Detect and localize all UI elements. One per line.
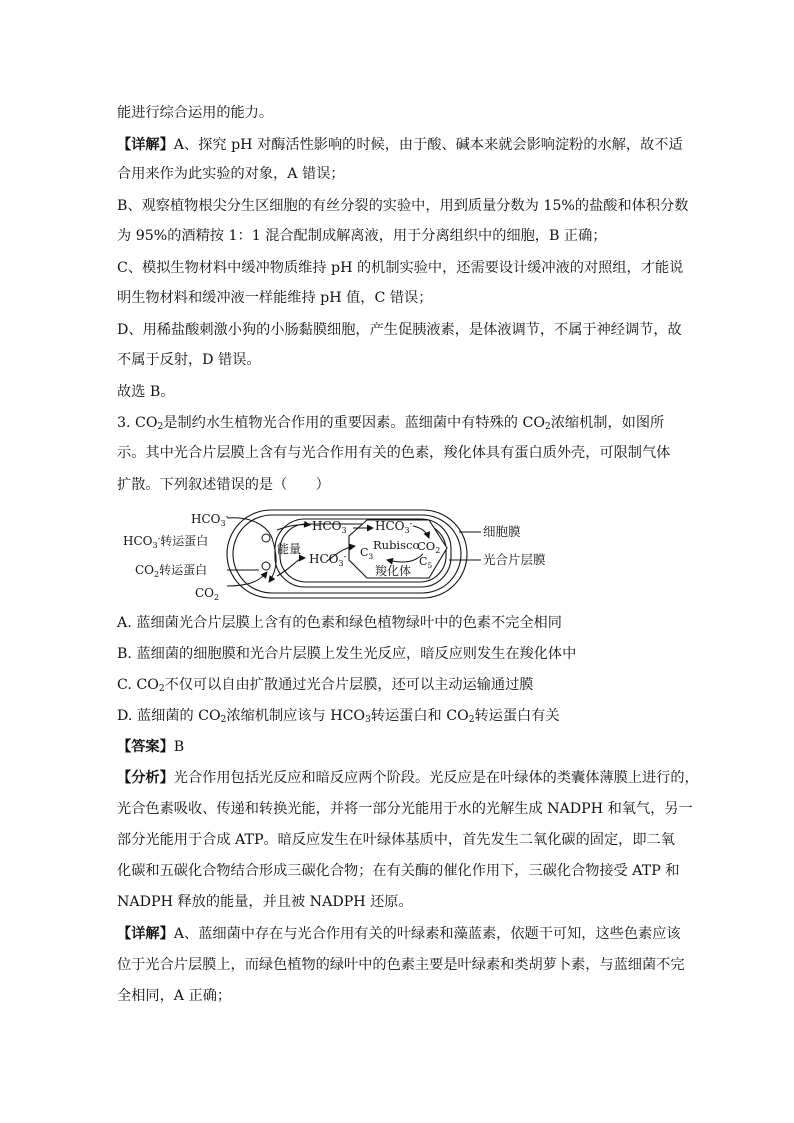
label-c3: $C_3$: [360, 546, 374, 561]
subscript: 2: [468, 715, 475, 725]
option-c: [117, 675, 677, 699]
arrow: [277, 558, 305, 576]
label-cell-membrane: 细胞膜: [483, 524, 521, 539]
label-hco3-inner: $HCO_3^-$: [309, 552, 347, 568]
answer-value: B: [173, 739, 185, 755]
text-span: 是制约水生植物光合作用的重要因素。蓝细菌中有特殊的 CO: [163, 415, 545, 431]
text-span: 3. CO: [117, 415, 158, 431]
label-hco3-outer: $HCO_3^-$: [191, 512, 229, 528]
text-span: 转运蛋白有关: [474, 708, 560, 724]
text-line: NADPH 释放的能量，并且被 NADPH 还原。: [117, 894, 413, 910]
label-co2-out: $CO_2$: [195, 586, 220, 600]
label-photosynthetic-membrane: 光合片层膜: [483, 552, 546, 567]
text-line: 示。其中光合片层膜上含有与光合作用有关的色素，羧化体具有蛋白质外壳，可限制气体: [117, 445, 671, 461]
text-line: B、观察植物根尖分生区细胞的有丝分裂的实验中，用到质量分数为 15%的盐酸和体积分数: [117, 198, 689, 214]
subscript: 2: [544, 422, 551, 432]
text-line: 部分光能用于合成 ATP。暗反应发生在叶绿体基质中，首先发生二氧化碳的固定，即二氧: [117, 832, 675, 848]
label-rubisco: Rubisco: [373, 538, 420, 552]
label-hco3-mid: $HCO_3^-$: [312, 519, 350, 535]
label-hco3-carboxysome: $HCO_3^-$: [375, 519, 413, 535]
text-line: C、模拟生物材料中缓冲物质维持 pH 的机制实验中，还需要设计缓冲液的对照组，才能说: [117, 260, 684, 276]
answer-line: [117, 737, 677, 757]
label-co2-transporter: $CO_2$转运蛋白: [135, 563, 208, 579]
subscript: 3: [365, 715, 371, 725]
label-co2-carboxysome: $CO_2$: [417, 539, 441, 555]
option-a: A. 蓝细菌光合片层膜上含有的色素和绿色植物绿叶中的色素不完全相同: [117, 615, 562, 631]
subscript: 2: [220, 715, 227, 725]
section-label: 【分析】: [117, 770, 174, 786]
section-label: 【详解】: [117, 137, 174, 153]
label-carboxysome: 羧化体: [375, 564, 412, 578]
text-line: D、用稀盐酸刺激小狗的小肠黏膜细胞，产生促胰液素，是体液调节，不属于神经调节，故: [117, 322, 682, 338]
option-b: B. 蓝细菌的细胞膜和光合片层膜上发生光反应，暗反应则发生在羧化体中: [117, 646, 577, 662]
label-energy: 能量: [277, 542, 302, 556]
text-span: 光合作用包括光反应和暗反应两个阶段。光反应是在叶绿体的类囊体薄膜上进行的，: [173, 770, 699, 786]
label-hco3-transporter: $HCO_3^-$转运蛋白: [123, 534, 209, 550]
section-label: 【答案】: [117, 739, 174, 755]
arrow: [227, 518, 276, 582]
label-c5: $C_5$: [419, 555, 433, 570]
arrow: [227, 572, 267, 586]
text-line: 明生物材料和缓冲液一样能维持 pH 值，C 错误；: [117, 290, 433, 306]
text-line: 光合色素吸收、传递和转换光能，并将一部分光能用于水的光解生成 NADPH 和氧气，另一: [117, 801, 693, 817]
text-line: 能进行综合运用的能力。: [117, 105, 274, 121]
subscript: 2: [158, 684, 165, 694]
text-span: 浓缩机制，如图所: [550, 415, 665, 431]
text-line: 位于光合片层膜上，而绿色植物的绿叶中的色素主要是叶绿素和类胡萝卜素，与蓝细菌不完: [117, 957, 685, 973]
cyanobacteria-co2-diagram: [117, 506, 587, 600]
text-line: [117, 135, 683, 155]
text-span: 转运蛋白和 CO: [370, 708, 469, 724]
text-line: 化碳和五碳化合物结合形成三碳化合物；在有关酶的催化作用下，三碳化合物接受 ATP 和: [117, 863, 680, 879]
text-span: D. 蓝细菌的 CO: [117, 708, 221, 724]
subscript: 2: [157, 422, 164, 432]
detail-line: [117, 924, 681, 944]
text-line: 故选 B。: [117, 384, 175, 400]
text-line: 扩散。下列叙述错误的是（ ）: [117, 477, 330, 493]
text-span: 不仅可以自由扩散通过光合片层膜，还可以主动运输通过膜: [164, 677, 534, 693]
text-line: 为 95%的酒精按 1：1 混合配制成解离液，用于分离组织中的细胞，B 正确；: [117, 228, 607, 244]
text-span: 浓缩机制应该与 HCO: [226, 708, 366, 724]
text-line: 不属于反射，D 错误。: [117, 352, 261, 368]
text-span: A、蓝细菌中存在与光合作用有关的叶绿素和藻蓝素，依题干可知，这些色素应该: [173, 926, 681, 942]
text-span: A、探究 pH 对酶活性影响的时候，由于酸、碱本来就会影响淀粉的水解，故不适: [173, 137, 683, 153]
analysis-line: [117, 768, 699, 788]
section-label: 【详解】: [117, 926, 174, 942]
text-line: 合用来作为此实验的对象，A 错误；: [117, 166, 345, 182]
transporter-dot: [262, 562, 270, 570]
text-line: 全相同，A 正确；: [117, 988, 232, 1004]
text-span: C. CO: [117, 677, 159, 693]
option-d: [117, 706, 677, 730]
transporter-dot: [262, 534, 270, 542]
question-3-stem: [117, 413, 677, 437]
